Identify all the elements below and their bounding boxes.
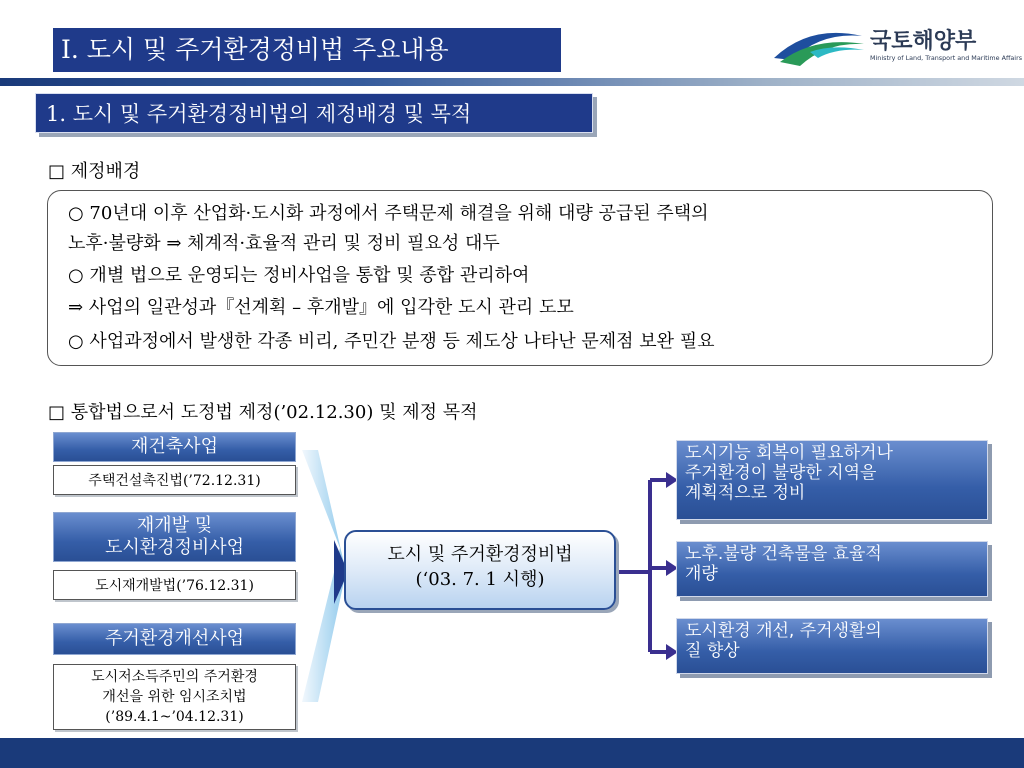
title-line: 도시환경정비사업 bbox=[104, 537, 245, 558]
footer-bar bbox=[0, 738, 1024, 768]
project-law: 주택건설촉진법(’72.12.31) bbox=[53, 465, 296, 495]
title-line: 재개발 및 bbox=[136, 515, 213, 536]
integration-heading: □ 통합법으로서 도정법 제정(’02.12.30) 및 제정 목적 bbox=[48, 402, 478, 423]
project-law: 도시재개발법(’76.12.31) bbox=[53, 570, 296, 600]
purpose-line: 도시환경 개선, 주거생활의 bbox=[685, 621, 882, 641]
project-redevelopment-title: 재건축사업 bbox=[53, 432, 296, 462]
project-urban-renewal-title bbox=[53, 512, 296, 562]
background-line: 노후·불량화 ⇒ 체계적·효율적 관리 및 정비 필요성 대두 bbox=[68, 233, 500, 254]
act-effective-date: (‘03. 7. 1 시행) bbox=[415, 569, 545, 590]
project-housing-improvement-title: 주거환경개선사업 bbox=[53, 623, 296, 655]
page-title: Ⅰ. 도시 및 주거환경정비법 주요내용 bbox=[53, 28, 561, 72]
purpose-line: 개량 bbox=[685, 564, 718, 584]
background-line: ○ 70년대 이후 산업화·도시화 과정에서 주택문제 해결을 위해 대량 공급된 주택의 bbox=[68, 203, 709, 224]
branch-connector bbox=[616, 480, 668, 652]
logo-subtitle: Ministry of Land, Transport and Maritime Affairs bbox=[870, 54, 1023, 62]
purpose-box bbox=[676, 541, 988, 597]
law-line: 도시저소득주민의 주거환경 bbox=[91, 669, 258, 685]
purpose-line: 주거환경이 불량한 지역을 bbox=[685, 463, 877, 483]
purpose-line: 노후.불량 건축물을 효율적 bbox=[685, 544, 882, 564]
background-line: ⇒ 사업의 일관성과『선계획 – 후개발』에 입각한 도시 관리 도모 bbox=[68, 297, 574, 318]
act-name: 도시 및 주거환경정비법 bbox=[387, 544, 573, 565]
purpose-line: 질 향상 bbox=[685, 641, 740, 661]
background-line: ○ 사업과정에서 발생한 각종 비리, 주민간 분쟁 등 제도상 나타난 문제점 보완 필요 bbox=[68, 331, 715, 352]
section-subheading: 1. 도시 및 주거환경정비법의 제정배경 및 목적 bbox=[35, 93, 593, 133]
purpose-line: 도시기능 회복이 필요하거나 bbox=[685, 443, 893, 463]
purpose-line: 계획적으로 정비 bbox=[685, 483, 806, 503]
logo-name: 국토해양부 bbox=[870, 29, 977, 54]
project-law bbox=[53, 664, 296, 730]
purpose-box bbox=[676, 618, 988, 674]
central-act-box bbox=[344, 530, 616, 610]
background-line: ○ 개별 법으로 운영되는 정비사업을 통합 및 종합 관리하여 bbox=[68, 265, 530, 286]
law-line: 개선을 위한 임시조치법 bbox=[102, 689, 247, 705]
law-line: (’89.4.1~’04.12.31) bbox=[105, 709, 244, 725]
background-heading: □ 제정배경 bbox=[48, 161, 141, 182]
purpose-box bbox=[676, 440, 988, 520]
